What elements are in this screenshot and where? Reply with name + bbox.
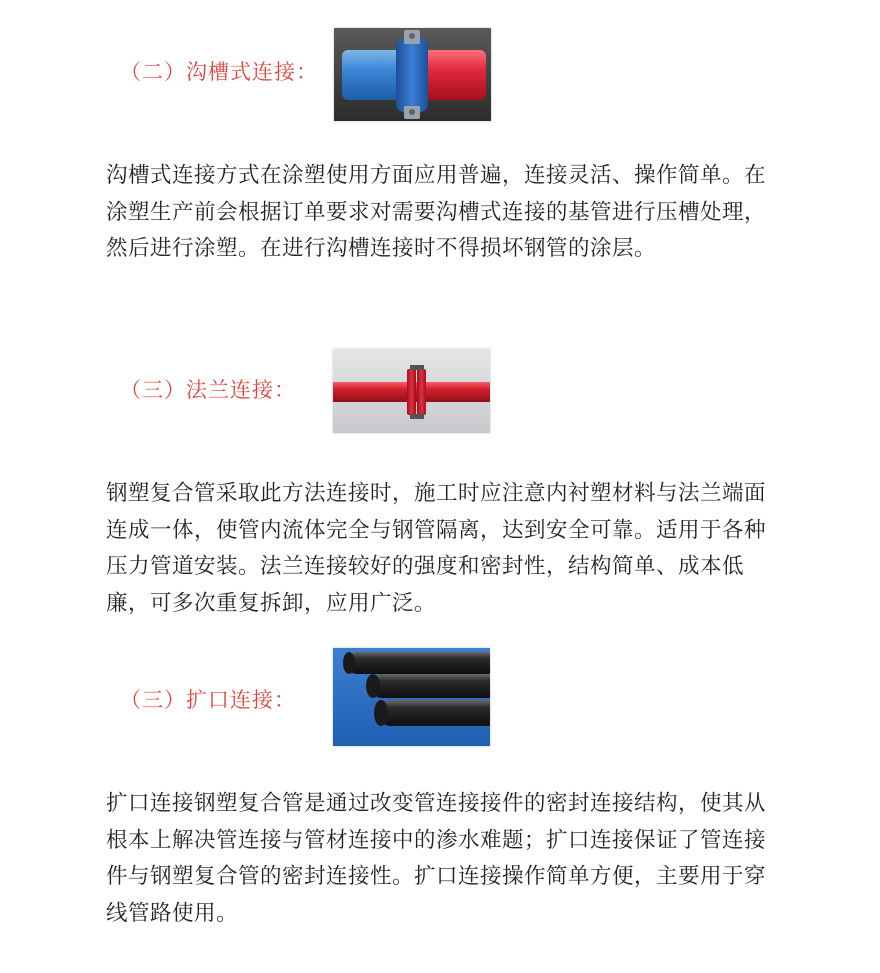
flared-pipes-photo xyxy=(333,648,490,746)
flange-pipe-photo xyxy=(333,349,490,433)
grooved-coupling-photo xyxy=(334,28,491,121)
section-paragraph-flared: 扩口连接钢塑复合管是通过改变管连接接件的密封连接结构，使其从根本上解决管连接与管材连接中的渗水难题；扩口连接保证了管连接件与钢塑复合管的密封连接性。扩口连接操作简单方便，主要用于穿线管路使用。 xyxy=(106,791,767,926)
section-paragraph-flange: 钢塑复合管采取此方法连接时，施工时应注意内衬塑材料与法兰端面连成一体，使管内流体完全与钢管隔离，达到安全可靠。适用于各种压力管道安装。法兰连接较好的强度和密封性，结构简单、成本低廉，可多次重复拆卸，应用广泛。 xyxy=(106,481,767,616)
section-heading-flange: （三）法兰连接： xyxy=(120,378,296,402)
section-heading-flared: （三）扩口连接： xyxy=(120,688,296,712)
section-paragraph-grooved: 沟槽式连接方式在涂塑使用方面应用普遍，连接灵活、操作简单。在涂塑生产前会根据订单要求对需要沟槽式连接的基管进行压槽处理，然后进行涂塑。在进行沟槽连接时不得损坏钢管的涂层。 xyxy=(106,163,767,261)
section-heading-grooved: （二）沟槽式连接： xyxy=(120,60,318,84)
